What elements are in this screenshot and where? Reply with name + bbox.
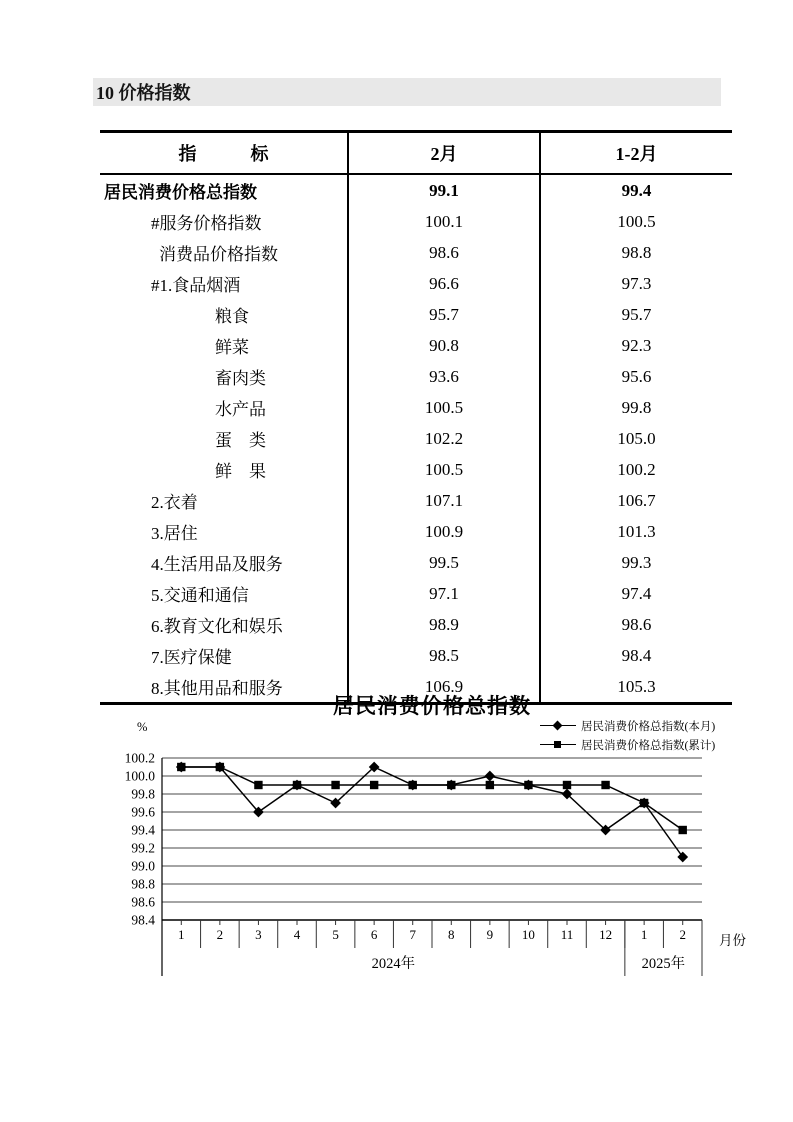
indicator-cell: 8.其他用品和服务 [151, 679, 283, 698]
feb-value-cell: 100.5 [348, 392, 540, 423]
legend-label: 居民消费价格总指数(本月) [581, 720, 716, 733]
legend-square-marker [554, 741, 561, 748]
legend-item [540, 716, 715, 735]
marker-square [524, 781, 532, 789]
table-row [100, 392, 732, 423]
jan-feb-value-cell: 100.2 [540, 454, 732, 485]
table-row [100, 640, 732, 671]
feb-value-cell: 100.9 [348, 516, 540, 547]
feb-value-cell: 90.8 [348, 330, 540, 361]
feb-value-cell: 99.1 [348, 174, 540, 206]
table-row [100, 609, 732, 640]
y-tick-label: 100.0 [124, 768, 155, 784]
jan-feb-value-cell: 105.0 [540, 423, 732, 454]
jan-feb-value-cell: 97.4 [540, 578, 732, 609]
feb-value-cell: 95.7 [348, 299, 540, 330]
y-tick-label: 98.8 [131, 876, 155, 892]
legend-label: 居民消费价格总指数(累计) [581, 739, 716, 752]
month-label: 6 [370, 927, 378, 942]
month-label: 10 [521, 927, 535, 942]
feb-value-cell: 99.5 [348, 547, 540, 578]
feb-value-cell: 100.5 [348, 454, 540, 485]
indicator-cell: 鲜 果 [215, 462, 266, 481]
feb-value-cell: 107.1 [348, 485, 540, 516]
marker-square [331, 781, 339, 789]
indicator-cell: 6.教育文化和娱乐 [151, 617, 283, 636]
indicator-cell: #服务价格指数 [151, 214, 262, 233]
indicator-cell: 鲜菜 [215, 338, 249, 357]
jan-feb-value-cell: 95.6 [540, 361, 732, 392]
indicator-cell: 居民消费价格总指数 [104, 183, 257, 202]
jan-feb-value-cell: 98.6 [540, 609, 732, 640]
jan-feb-value-cell: 106.7 [540, 485, 732, 516]
table-row [100, 299, 732, 330]
marker-square [640, 799, 648, 807]
price-index-table [100, 130, 732, 705]
year-label: 2025年 [641, 956, 686, 972]
marker-square [254, 781, 262, 789]
y-tick-label: 99.6 [131, 804, 155, 820]
jan-feb-value-cell: 98.8 [540, 237, 732, 268]
marker-square [409, 781, 417, 789]
chart-legend [540, 716, 715, 754]
col-header-indicator: 指 标 [100, 132, 348, 175]
marker-square [370, 781, 378, 789]
legend-diamond-marker [553, 721, 563, 731]
jan-feb-value-cell: 98.4 [540, 640, 732, 671]
month-label: 9 [486, 927, 494, 942]
feb-value-cell: 106.9 [348, 671, 540, 704]
month-label: 11 [560, 927, 574, 942]
year-label: 2024年 [371, 956, 416, 972]
y-tick-label: 99.2 [131, 840, 155, 856]
table-header-row [100, 132, 732, 175]
marker-square [177, 763, 185, 771]
feb-value-cell: 97.1 [348, 578, 540, 609]
jan-feb-value-cell: 100.5 [540, 206, 732, 237]
col-header-jan-feb: 1-2月 [540, 132, 732, 175]
col-header-feb: 2月 [348, 132, 540, 175]
chart-title: 居民消费价格总指数 [333, 694, 531, 718]
indicator-cell: 蛋 类 [215, 431, 266, 450]
marker-diamond [484, 771, 495, 782]
table-row [100, 485, 732, 516]
jan-feb-value-cell: 92.3 [540, 330, 732, 361]
y-axis-unit-label: % [137, 720, 148, 734]
feb-value-cell: 93.6 [348, 361, 540, 392]
marker-square [563, 781, 571, 789]
indicator-cell: 消费品价格指数 [159, 245, 278, 264]
marker-square [216, 763, 224, 771]
indicator-cell: 7.医疗保健 [151, 648, 232, 667]
y-tick-label: 98.4 [131, 912, 155, 928]
jan-feb-value-cell: 105.3 [540, 671, 732, 704]
y-tick-label: 100.2 [124, 752, 155, 766]
table-row [100, 423, 732, 454]
feb-value-cell: 98.9 [348, 609, 540, 640]
marker-square [293, 781, 301, 789]
table-row [100, 206, 732, 237]
table-row [100, 361, 732, 392]
month-label: 1 [640, 927, 648, 942]
indicator-cell: 水产品 [215, 400, 266, 419]
table-row [100, 516, 732, 547]
marker-diamond [677, 852, 688, 863]
indicator-cell: #1.食品烟酒 [151, 276, 241, 295]
legend-line-sample [540, 740, 576, 749]
marker-square [601, 781, 609, 789]
table-row [100, 454, 732, 485]
indicator-cell: 3.居住 [151, 524, 198, 543]
month-label: 4 [293, 927, 301, 942]
month-label: 2 [216, 927, 224, 942]
feb-value-cell: 102.2 [348, 423, 540, 454]
feb-value-cell: 98.5 [348, 640, 540, 671]
indicator-cell: 粮食 [215, 307, 249, 326]
table-row [100, 330, 732, 361]
month-label: 8 [448, 927, 455, 942]
indicator-cell: 5.交通和通信 [151, 586, 249, 605]
jan-feb-value-cell: 99.3 [540, 547, 732, 578]
indicator-cell: 2.衣着 [151, 493, 198, 512]
section-header-bar [93, 78, 721, 106]
cpi-line-chart [100, 752, 793, 987]
jan-feb-value-cell: 99.8 [540, 392, 732, 423]
legend-line-sample [540, 721, 576, 730]
month-label: 7 [409, 927, 416, 942]
jan-feb-value-cell: 101.3 [540, 516, 732, 547]
y-tick-label: 99.0 [131, 858, 155, 874]
jan-feb-value-cell: 97.3 [540, 268, 732, 299]
x-axis-unit-label: 月份 [719, 933, 746, 948]
month-label: 5 [332, 927, 339, 942]
marker-square [679, 826, 687, 834]
table-row [100, 174, 732, 206]
table-row [100, 578, 732, 609]
y-tick-label: 99.8 [131, 786, 155, 802]
section-title: 10 价格指数 [96, 83, 191, 103]
y-tick-label: 98.6 [131, 894, 155, 910]
month-label: 2 [679, 927, 686, 942]
indicator-cell: 畜肉类 [215, 369, 266, 388]
month-label: 3 [255, 927, 262, 942]
indicator-cell: 4.生活用品及服务 [151, 555, 283, 574]
price-index-table-grid [100, 130, 732, 705]
month-label: 1 [178, 927, 185, 942]
jan-feb-value-cell: 95.7 [540, 299, 732, 330]
marker-square [447, 781, 455, 789]
feb-value-cell: 96.6 [348, 268, 540, 299]
y-tick-label: 99.4 [131, 822, 155, 838]
marker-square [486, 781, 494, 789]
month-label: 12 [599, 927, 613, 942]
jan-feb-value-cell: 99.4 [540, 174, 732, 206]
table-row [100, 237, 732, 268]
feb-value-cell: 100.1 [348, 206, 540, 237]
feb-value-cell: 98.6 [348, 237, 540, 268]
table-row [100, 268, 732, 299]
table-row [100, 547, 732, 578]
